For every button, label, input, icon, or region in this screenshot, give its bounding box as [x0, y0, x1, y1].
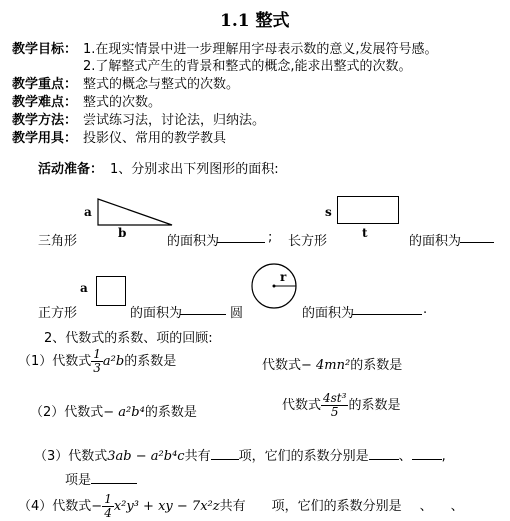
- q1-expression: a²b: [102, 354, 125, 369]
- difficult-label: 教学难点：: [12, 95, 78, 110]
- q2b-prefix: 代数式: [282, 398, 322, 413]
- triangle-label-a: a: [84, 205, 92, 219]
- q2b-fraction: $\frac{\text{4st³}}{5}$: [323, 391, 347, 419]
- circle-label-r: r: [280, 270, 287, 284]
- q2b-suffix: 的系数是: [348, 398, 401, 413]
- circle-area-blank[interactable]: [352, 302, 422, 315]
- q3-count-blank[interactable]: [211, 447, 239, 460]
- q3-mid2: 项，: [238, 449, 265, 464]
- square-label-a: a: [80, 281, 88, 295]
- tools-label: 教学用具：: [12, 131, 78, 146]
- triangle-area-blank[interactable]: [217, 230, 265, 243]
- circle-area-label: 的面积为: [302, 306, 355, 321]
- rect-area-label: 的面积为: [409, 234, 462, 249]
- q3-row: （3）代数式3ab − a²b⁴c共有 项，它们的系数分别是 、 ,: [34, 449, 446, 464]
- page-title: 1.1 整式: [220, 11, 290, 31]
- rectangle-text: 长方形: [288, 234, 328, 249]
- q3-coef-blank-1[interactable]: [369, 447, 399, 460]
- q3-prefix: （3）代数式: [34, 449, 108, 464]
- q1-fraction: $\frac{1}{3}$: [93, 347, 101, 375]
- q3-comma: 、: [398, 449, 412, 464]
- q1-suffix: 的系数是: [124, 354, 177, 369]
- q4-fraction: $\frac{1}{4}$: [104, 492, 112, 520]
- key-label: 教学重点：: [12, 77, 78, 92]
- q1b-expression: − 4mn²: [301, 358, 351, 373]
- q3-coef-blank-2[interactable]: [412, 447, 442, 460]
- circle-period: .: [423, 302, 428, 317]
- triangle-text: 三角形: [38, 234, 78, 249]
- circle-figure: [250, 262, 298, 310]
- section2-heading: 2、代数式的系数、项的回顾:: [44, 331, 213, 346]
- q2-prefix: （2）代数式: [30, 405, 104, 420]
- key-text: 整式的概念与整式的次数。: [83, 77, 240, 92]
- goal-label: 教学目标：: [12, 42, 78, 57]
- triangle-semicolon: ;: [268, 230, 273, 245]
- q1-prefix: （1）代数式: [18, 354, 92, 369]
- q4-coef-blank-2[interactable]: [433, 497, 451, 510]
- circle-label: 圆: [230, 306, 244, 321]
- rect-area-blank[interactable]: [460, 230, 494, 243]
- q1-row: [18, 348, 176, 375]
- triangle-label-b: b: [118, 226, 127, 240]
- tools-text: 投影仪、常用的教学教具: [83, 131, 227, 146]
- square-shape: [96, 276, 126, 306]
- square-area-blank[interactable]: [180, 302, 226, 315]
- q2b-row: [282, 392, 400, 419]
- q3-tail: 它们的系数分别是: [264, 449, 369, 464]
- q2-expression: − a²b⁴: [103, 405, 145, 420]
- goal-2: 2.了解整式产生的背景和整式的概念,能求出整式的次数。: [83, 59, 412, 74]
- activity-item1: 1、分别求出下列图形的面积:: [110, 162, 279, 177]
- q4-prefix: （4）代数式: [18, 499, 92, 514]
- q4-count-blank[interactable]: [246, 497, 272, 510]
- triangle-area-label: 的面积为: [167, 234, 220, 249]
- square-area-label: 的面积为: [130, 306, 183, 321]
- q3-line2: [65, 469, 137, 488]
- rect-label-t: t: [362, 226, 368, 240]
- q4-mid2: 项，: [271, 499, 298, 514]
- q4-comma: 、: [419, 499, 433, 514]
- q2-row: [30, 401, 197, 420]
- q3-line2-label: 项是: [65, 473, 92, 488]
- rectangle-shape: [337, 196, 399, 224]
- q4-tail: 它们的系数分别是: [297, 499, 402, 514]
- q1b-prefix: 代数式: [262, 358, 302, 373]
- q2-suffix: 的系数是: [144, 405, 197, 420]
- activity-label: 活动准备：: [38, 162, 104, 177]
- q4-comma2: 、: [450, 499, 464, 514]
- q4-mid: 共有: [219, 499, 246, 514]
- method-label: 教学方法：: [12, 113, 78, 128]
- goal-1: 1.在现实情景中进一步理解用字母表示数的意义,发展符号感。: [83, 42, 438, 57]
- square-text: 正方形: [38, 306, 78, 321]
- q4-row: [18, 493, 464, 520]
- method-text: 尝试练习法，讨论法，归纳法。: [83, 113, 266, 128]
- triangle-figure: [96, 195, 176, 229]
- q3-mid: 共有: [184, 449, 211, 464]
- difficult-text: 整式的次数。: [83, 95, 162, 110]
- q3-terms-blank[interactable]: [91, 471, 137, 484]
- q1b-suffix: 的系数是: [350, 358, 403, 373]
- rect-label-s: s: [325, 205, 332, 219]
- q4-expression: x²y³ + xy − 7x²z: [113, 499, 220, 514]
- q3-expression: 3ab − a²b⁴c: [107, 449, 185, 464]
- q4-minus: −: [91, 499, 103, 514]
- q4-coef-blank-1[interactable]: [402, 497, 420, 510]
- q1b-row: [262, 354, 402, 373]
